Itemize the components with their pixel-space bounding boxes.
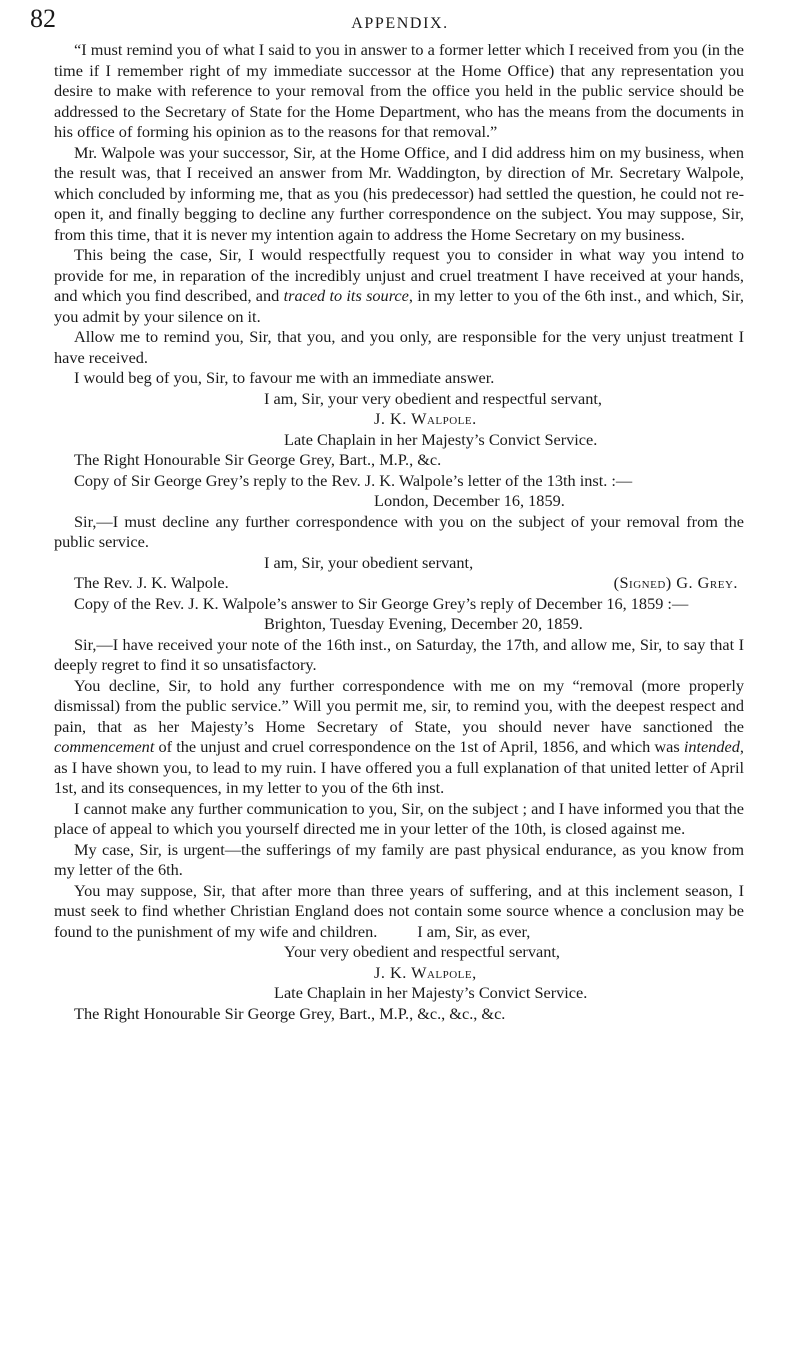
signature-2: (Signed) G. Grey. [613,573,738,592]
emphasis-intended: intended [683,737,740,756]
grey-reply-body: Sir,—I must decline any further correspondence with you on the subject of your removal from the public service. [54,511,744,551]
page-number: 82 [30,4,56,33]
addressee-3: The Right Honourable Sir George Grey, Bart., M.P., &c., &c., &c. [74,1003,506,1023]
place-date-3: Brighton, Tuesday Evening, December 20, 1859. [264,614,583,633]
paragraph-request-reparation [54,245,744,327]
intro-copy-walpole-answer: Copy of the Rev. J. K. Walpole’s answer to Sir George Grey’s reply of December 16, 1859 :— [74,593,689,613]
signature-title-1: Late Chaplain in her Majesty’s Convict Service. [284,429,598,449]
answer-paragraph-3: I cannot make any further communication to you, Sir, on the subject ; and I have informed you that the place of appeal to which you yourself directed me in your letter of the 10th, is closed against me. [54,798,744,838]
closing-line-3: Your very obedient and respectful servant, [284,942,560,961]
text-run: of the unjust and cruel correspondence on the 1st of April, 1856, and which was [154,737,684,756]
closing-line-1: I am, Sir, your very obedient and respectful servant, [264,388,602,408]
signature-title-3: Late Chaplain in her Majesty’s Convict Service. [274,983,588,1002]
closing-line-2: I am, Sir, your obedient servant, [264,552,474,572]
signature-1: J. K. Walpole. [374,409,477,428]
signature-3: J. K. Walpole, [374,962,477,982]
answer-paragraph-1: Sir,—I have received your note of the 16th inst., on Saturday, the 17th, and allow me, Sir, to say that I deeply regret to find it so unsatisfactory. [54,634,744,674]
text-run: , as I have shown you, to lead to my ruin. I have offered you a full explanation of that united letter of April 1st, and its consequences, in my letter to you of the 6th inst. [54,737,744,797]
text-run: , in my letter to you of the 6th inst., and which, Sir, you admit by your silence on it. [54,286,745,326]
addressee-2: The Rev. J. K. Walpole. [74,573,229,592]
answer-paragraph-5 [54,881,744,943]
addressee-1: The Right Honourable Sir George Grey, Bart., M.P., &c. [74,450,442,469]
text-run: This being the case, Sir, I would respectfully request you to consider in what way you intend to provide for me, in reparation of the incredibly unjust and cruel treatment I have received at your hands, and which you find described, and [54,245,744,305]
paragraph-responsibility: Allow me to remind you, Sir, that you, and you only, are responsible for the very unjust treatment I have received. [54,327,744,367]
addressee-signature-row [54,573,744,594]
text-run: You may suppose, Sir, that after more than three years of suffering, and at this inclement season, I must seek to find whether Christian England does not contain some source whence a conclusion may be found to the punishment of my wife and children. [54,880,744,941]
emphasis-traced: traced to its source [283,286,409,305]
text-run: You decline, Sir, to hold any further correspondence with me on my “removal (more properly dismissal) from the public service.” Will you permit me, sir, to remind you, with the deepest respect and pain, that as her Majesty’s Home Secretary of State, you should never have sanctioned the [54,675,744,736]
paragraph-answer-request: I would beg of you, Sir, to favour me with an immediate answer. [74,368,495,387]
paragraph-quoted-reply: “I must remind you of what I said to you in answer to a former letter which I received from you (in the time if I remember right of my immediate successor at the Home Office) that any representation you desire to make with reference to your removal from the office you held in the public service should be addressed to the Secretary of State for the Home Department, who has the means from the documents in his office of forming his opinion as to the reasons for that removal.” [54,40,744,141]
emphasis-commencement: commencement [54,737,155,756]
running-header: APPENDIX. [351,15,449,32]
place-date-2: London, December 16, 1859. [374,491,565,510]
closing-line-3a: I am, Sir, as ever, [417,921,531,941]
answer-paragraph-2 [54,676,744,799]
paragraph-walpole-successor: Mr. Walpole was your successor, Sir, at the Home Office, and I did address him on my business, when the result was, that I received an answer from Mr. Waddington, by direction of Mr. Secretary Walpole, which concluded by informing me, that as you (his predecessor) had settled the question, he could not re-open it, and finally begging to decline any further correspondence on the subject. You may suppose, Sir, from this time, that it is never my intention again to address the Home Secretary on my business. [54,142,744,244]
page-body [54,40,744,1024]
answer-paragraph-4: My case, Sir, is urgent—the sufferings of my family are past physical endurance, as you know from my letter of the 6th. [54,839,744,879]
intro-copy-grey-reply: Copy of Sir George Grey’s reply to the Rev. J. K. Walpole’s letter of the 13th inst. :— [74,470,633,490]
